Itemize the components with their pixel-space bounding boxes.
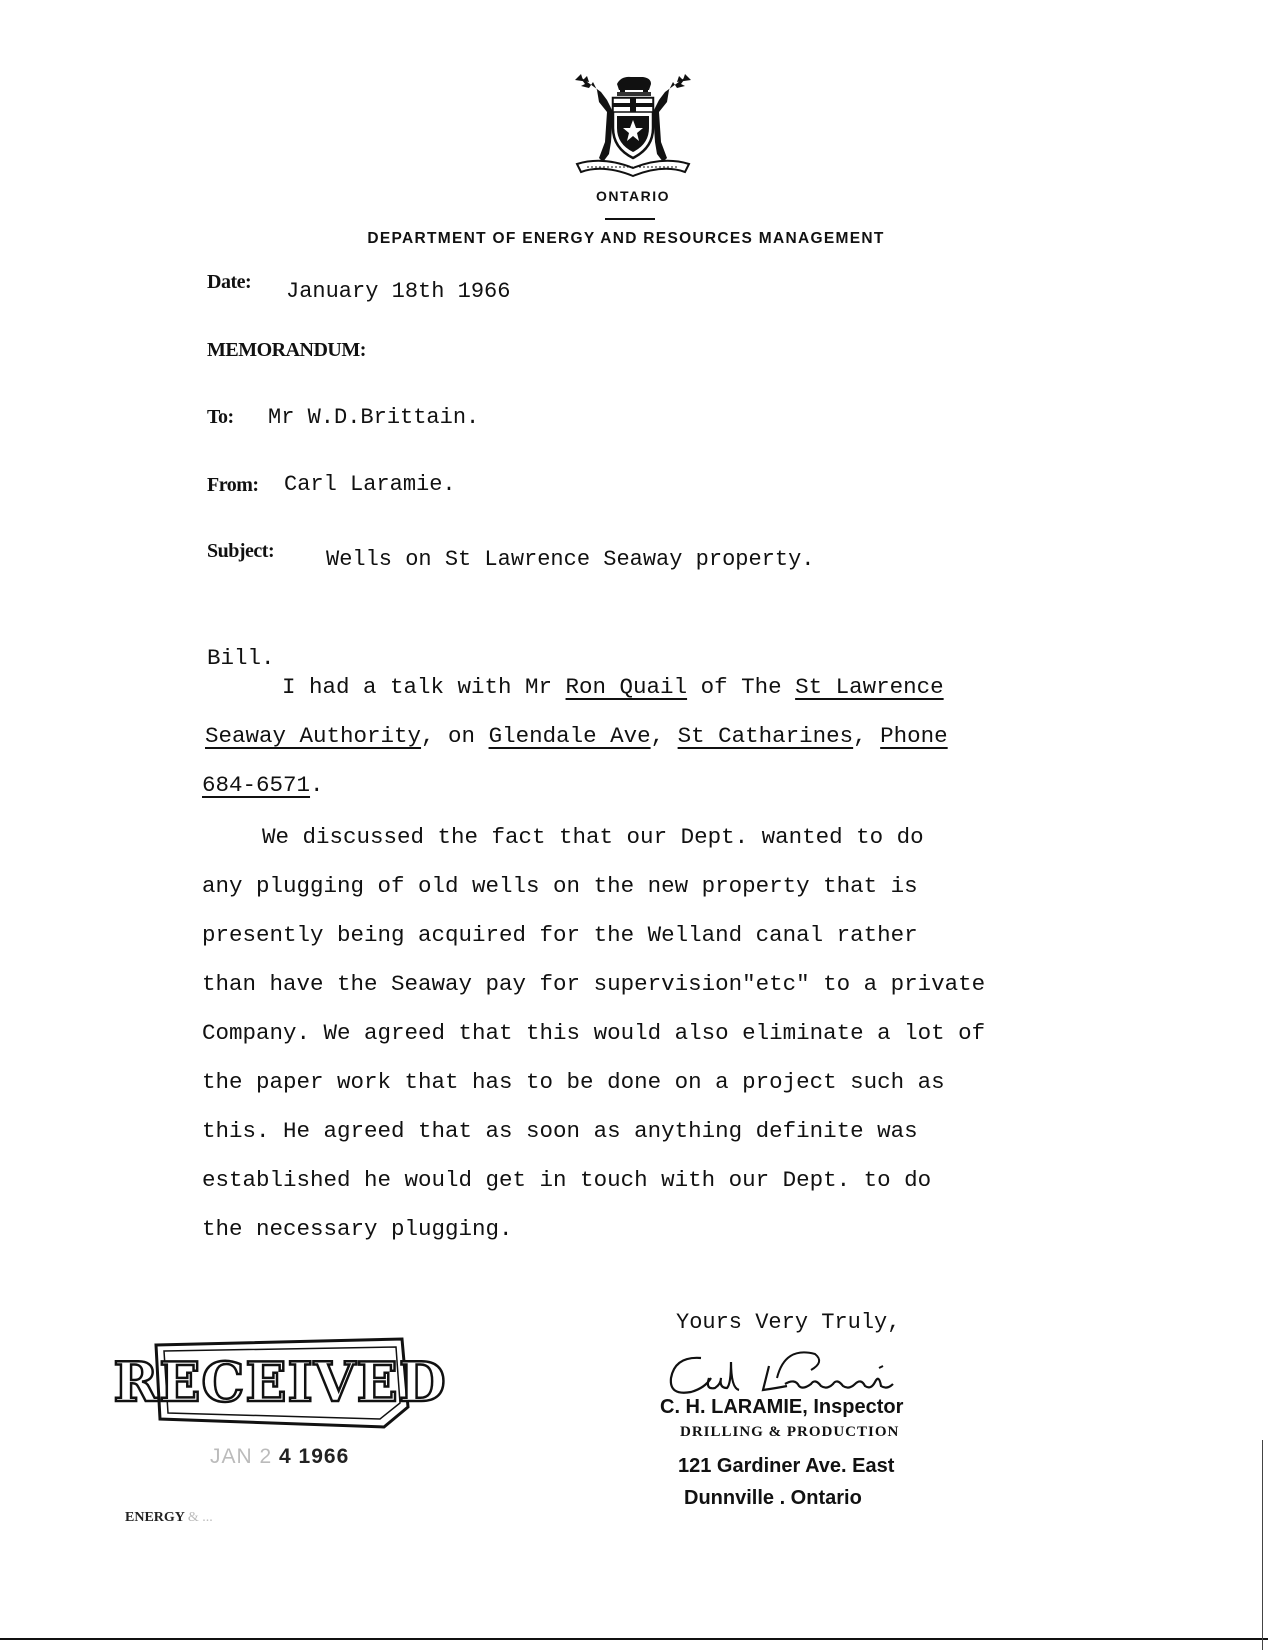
signatory-division: DRILLING & PRODUCTION	[680, 1424, 900, 1440]
from-label: From:	[207, 474, 259, 496]
to-label: To:	[207, 406, 234, 428]
date-label: Date:	[207, 271, 252, 293]
to-value: Mr W.D.Brittain.	[268, 405, 480, 430]
text-run: .	[310, 772, 324, 798]
signatory-name: C. H. LARAMIE, Inspector	[660, 1396, 904, 1418]
received-date-faded: JAN 2	[210, 1445, 273, 1468]
ontario-coat-of-arms-icon	[572, 72, 694, 180]
received-stamp-word: RECEIVED	[113, 1350, 447, 1414]
closing: Yours Very Truly,	[676, 1310, 901, 1335]
received-department-faded: & ...	[187, 1510, 213, 1525]
received-department	[125, 1510, 213, 1526]
address-line-2: Dunnville . Ontario	[684, 1487, 862, 1509]
province-name: ONTARIO	[595, 188, 670, 204]
subject-value: Wells on St Lawrence Seaway property.	[326, 547, 815, 572]
paragraph-2-line: than have the Seaway pay for supervision"etc" to a private	[202, 971, 986, 997]
paragraph-2-line: established he would get in touch with our Dept. to do	[202, 1167, 932, 1193]
street-name: Glendale Ave	[488, 723, 651, 749]
organization-name-part-2: Seaway Authority	[205, 723, 422, 749]
received-stamp	[113, 1335, 447, 1427]
organization-name-part-1: St Lawrence	[795, 674, 944, 700]
text-run: I had a talk with Mr	[282, 674, 566, 700]
page-bottom-edge	[0, 1638, 1268, 1640]
from-value: Carl Laramie.	[284, 472, 456, 497]
paragraph-1-line-3	[202, 772, 324, 798]
paragraph-2-line: this. He agreed that as soon as anything definite was	[202, 1118, 918, 1144]
received-date	[210, 1445, 349, 1469]
contact-name: Ron Quail	[565, 674, 688, 700]
memorandum-label: MEMORANDUM:	[207, 339, 366, 361]
salutation: Bill.	[207, 645, 275, 671]
page-right-edge	[1262, 1440, 1263, 1650]
city-name: St Catharines	[677, 723, 854, 749]
paragraph-1-line-2	[205, 723, 948, 749]
text-run: , on	[421, 723, 489, 749]
letterhead-divider	[605, 218, 655, 220]
date-value: January 18th 1966	[286, 279, 511, 304]
text-run: ,	[650, 723, 678, 749]
address-line-1: 121 Gardiner Ave. East	[678, 1455, 895, 1477]
phone-number: 684-6571	[202, 772, 311, 798]
text-run: ,	[853, 723, 881, 749]
paragraph-2-line: the necessary plugging.	[202, 1216, 513, 1242]
paragraph-2-line: any plugging of old wells on the new property that is	[202, 873, 918, 899]
text-run: of The	[687, 674, 796, 700]
subject-label: Subject:	[207, 540, 275, 562]
paragraph-2-line: presently being acquired for the Welland canal rather	[202, 922, 918, 948]
paragraph-1-line-1	[282, 674, 944, 700]
paragraph-2-line: Company. We agreed that this would also eliminate a lot of	[202, 1020, 986, 1046]
phone-label: Phone	[880, 723, 948, 749]
received-date-year: 4 1966	[279, 1445, 350, 1468]
paragraph-2-line: We discussed the fact that our Dept. wanted to do	[262, 824, 924, 850]
department-name: DEPARTMENT OF ENERGY AND RESOURCES MANAGEMENT	[367, 230, 885, 247]
received-department-prefix: ENERGY	[125, 1510, 185, 1525]
paragraph-2-line: the paper work that has to be done on a project such as	[202, 1069, 945, 1095]
